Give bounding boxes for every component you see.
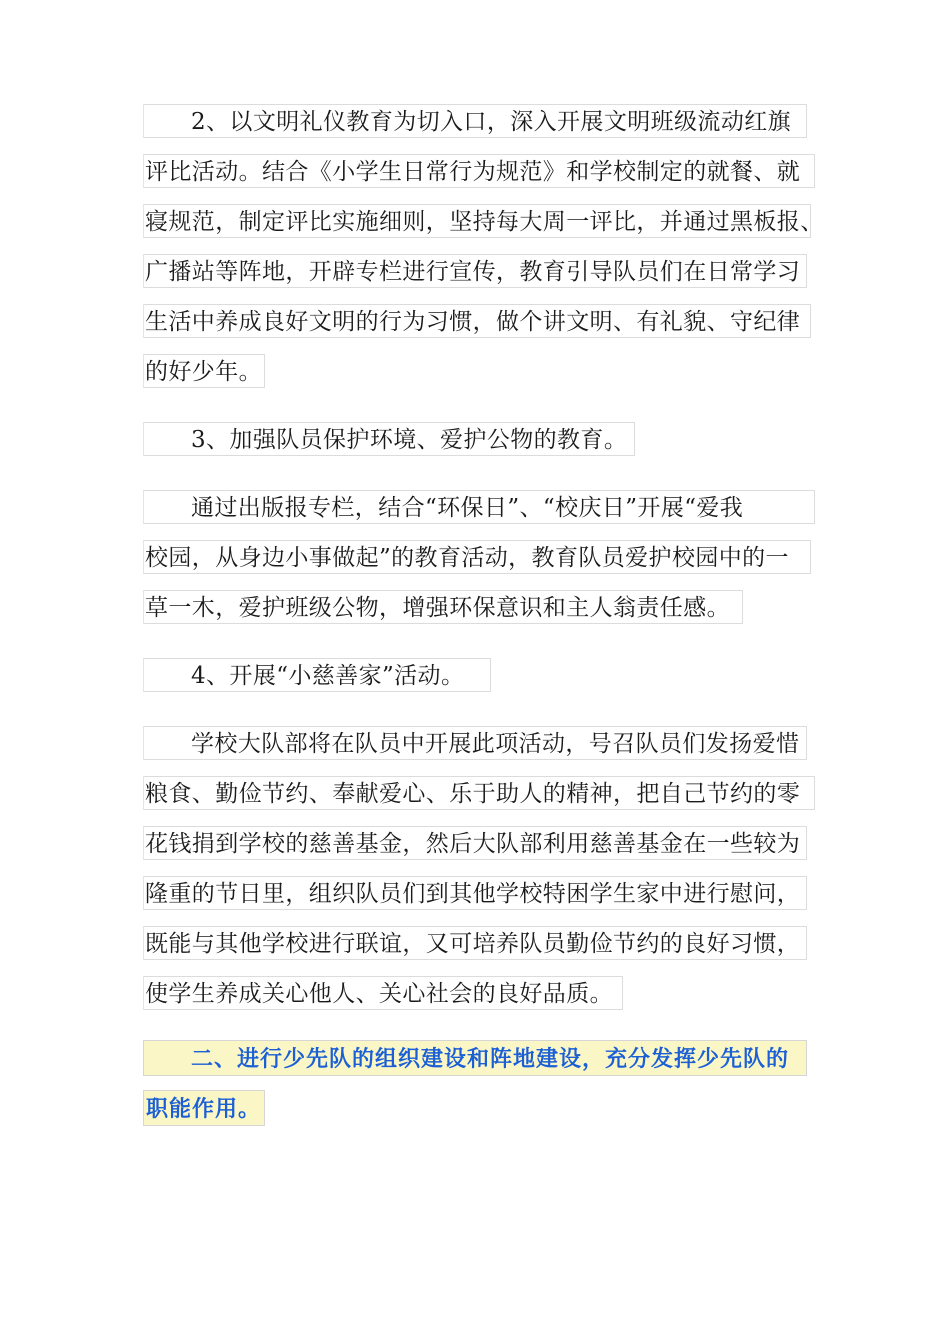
section-2-heading-line-1: 二、进行少先队的组织建设和阵地建设，充分发挥少先队的 [143,1040,807,1076]
item-4-body-line-1: 学校大队部将在队员中开展此项活动，号召队员们发扬爱惜 [143,726,807,760]
paragraph-2-line-6: 的好少年。 [143,354,265,388]
section-2-heading-line-2: 职能作用。 [143,1090,265,1126]
paragraph-2-line-5: 生活中养成良好文明的行为习惯，做个讲文明、有礼貌、守纪律 [143,304,811,338]
paragraph-2-line-2: 评比活动。结合《小学生日常行为规范》和学校制定的就餐、就 [143,154,815,188]
item-4-body-line-2: 粮食、勤俭节约、奉献爱心、乐于助人的精神，把自己节约的零 [143,776,815,810]
item-4-body-line-6: 使学生养成关心他人、关心社会的良好品质。 [143,976,623,1010]
item-3-body-line-1: 通过出版报专栏，结合“环保日”、“校庆日”开展“爱我 [143,490,815,524]
paragraph-2-line-1: 2、以文明礼仪教育为切入口，深入开展文明班级流动红旗 [143,104,807,138]
item-3-body-line-2: 校园，从身边小事做起”的教育活动，教育队员爱护校园中的一 [143,540,811,574]
item-4-body-line-3: 花钱捐到学校的慈善基金，然后大队部利用慈善基金在一些较为 [143,826,807,860]
paragraph-2-line-4: 广播站等阵地，开辟专栏进行宣传，教育引导队员们在日常学习 [143,254,807,288]
item-4-body-line-4: 隆重的节日里，组织队员们到其他学校特困学生家中进行慰问， [143,876,807,910]
item-3-body-line-3: 草一木，爱护班级公物，增强环保意识和主人翁责任感。 [143,590,743,624]
item-4-title: 4、开展“小慈善家”活动。 [143,658,491,692]
paragraph-2-line-3: 寝规范，制定评比实施细则，坚持每大周一评比，并通过黑板报、 [143,204,811,238]
item-4-body-line-5: 既能与其他学校进行联谊，又可培养队员勤俭节约的良好习惯， [143,926,807,960]
item-3-title: 3、加强队员保护环境、爱护公物的教育。 [143,422,635,456]
